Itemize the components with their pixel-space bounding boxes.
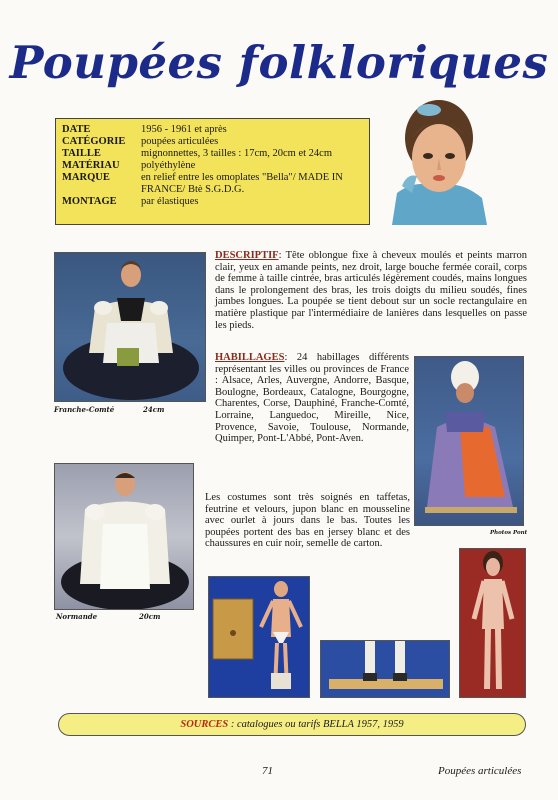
- sources-label: SOURCES: [180, 719, 229, 730]
- costumes-paragraph: Les costumes sont très soignés en taffetas, feutrine et velours, jupon blanc en mousseline avec ourlet à jours dans le bas. Toutes les poupées portent des bas en jersey blanc et des chaussures en cuir noir, semelle de carton.: [205, 492, 410, 550]
- footer-section-title: Poupées articulées: [438, 765, 522, 777]
- normande-size: 20cm: [139, 612, 161, 621]
- franche-comte-doll-photo: [54, 252, 206, 402]
- info-table: [55, 118, 370, 225]
- page-title: Poupées folkloriques: [9, 36, 549, 89]
- habillages-text: : 24 habillages différents représentant les villes ou provinces de France : Alsace, Arles, Auvergne, Andorre, Basque, Boulogne, Bordeaux, Catalogne, Bourgogne, Charentes, Corse, Dauphiné, Franche-Comté, Lorraine, Languedoc, Mireille, Nice, Provence, Savoie, Toulouse, Normande, Quimper, Pont-L'Abbé, Pont-Aven.: [215, 352, 409, 445]
- doll-and-box-photo: [208, 576, 310, 698]
- info-value: polyéthylène: [141, 160, 196, 171]
- normande-doll-photo: [54, 463, 194, 610]
- habillages-label: HABILLAGES: [215, 352, 285, 363]
- info-key: MARQUE: [62, 172, 110, 183]
- info-row: [62, 196, 363, 208]
- doll-head-photo: [377, 98, 497, 225]
- page-number: 71: [262, 765, 273, 777]
- undressed-doll-photo: [459, 548, 526, 698]
- info-row: [62, 136, 363, 148]
- habillages-paragraph: [215, 352, 409, 445]
- franche-comte-size: 24cm: [143, 405, 165, 414]
- info-key: CATÉGORIE: [62, 136, 126, 147]
- info-value: poupées articulées: [141, 136, 219, 147]
- info-key: TAILLE: [62, 148, 101, 159]
- info-value: par élastiques: [141, 196, 199, 207]
- info-value: en relief entre les omoplates "Bella"/ MADE IN FRANCE/ Btè S.G.D.G.: [141, 172, 343, 195]
- info-row: [62, 172, 363, 196]
- info-row: [62, 160, 363, 172]
- normande-caption: Normande: [56, 612, 98, 621]
- info-key: MATÉRIAU: [62, 160, 120, 171]
- descriptif-label: DESCRIPTIF: [215, 250, 279, 261]
- info-key: DATE: [62, 124, 91, 135]
- sources-banner: [58, 713, 526, 736]
- franche-comte-caption: Franche-Comté: [54, 405, 115, 414]
- sources-text: : catalogues ou tarifs BELLA 1957, 1959: [228, 719, 404, 730]
- pont-caption: Photos Pont: [490, 530, 528, 536]
- info-value: 1956 - 1961 et après: [141, 124, 227, 135]
- descriptif-text: : Tête oblongue fixe à cheveux moulés et peints marron clair, yeux en amande peints, nez droit, large bouche fermée corail, corps de femme à taille cintrée, bras articulés légèrement coudés, mains longues dans le prolongement des bras, les trois doigts du milieu soudés, fines jambes longues. La poupée se tient debout sur un socle rectangulaire en matière plastique par l'intermédiaire de lanières dans lesquelles on passe les pieds.: [215, 250, 527, 331]
- info-key: MONTAGE: [62, 196, 117, 207]
- info-row: [62, 124, 363, 136]
- info-value: mignonnettes, 3 tailles : 17cm, 20cm et 24cm: [141, 148, 333, 159]
- doll-stand-photo: [320, 640, 450, 698]
- pont-doll-photo: [414, 356, 524, 526]
- info-row: [62, 148, 363, 160]
- descriptif-paragraph: [215, 250, 527, 331]
